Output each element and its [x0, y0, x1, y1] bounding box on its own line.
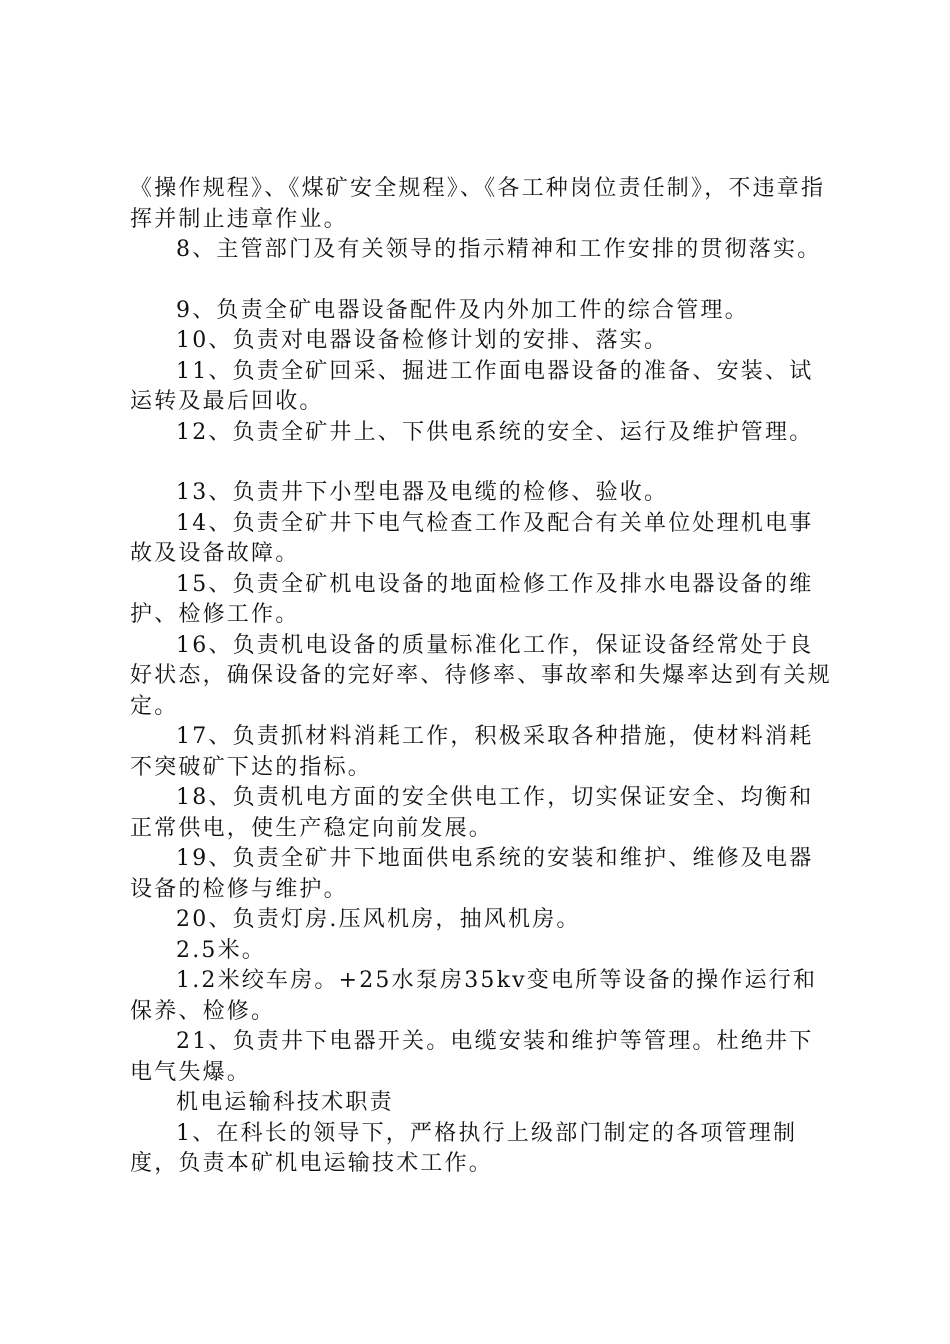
- paragraph-4: 10、负责对电器设备检修计划的安排、落实。: [176, 328, 669, 353]
- paragraph-16: 1.2米绞车房。+25水泵房35kv变电所等设备的操作运行和保养、检修。: [130, 968, 818, 1024]
- paragraph-12: 18、负责机电方面的安全供电工作，切实保证安全、均衡和正常供电，使生产稳定向前发展。: [130, 785, 814, 841]
- paragraph-17: 21、负责井下电器开关。电缆安装和维护等管理。杜绝井下电气失爆。: [130, 1029, 814, 1085]
- paragraph-7: 13、负责井下小型电器及电缆的检修、验收。: [176, 480, 669, 505]
- paragraph-10: 16、负责机电设备的质量标准化工作，保证设备经常处于良好状态，确保设备的完好率、待修率、事故率和失爆率达到有关规定。: [130, 632, 832, 719]
- document-body: [130, 174, 835, 1180]
- paragraph-1: 《操作规程》、《煤矿安全规程》、《各工种岗位责任制》，不违章指挥并制止违章作业。: [130, 176, 826, 232]
- paragraph-19: 1、在科长的领导下，严格执行上级部门制定的各项管理制度，负责本矿机电运输技术工作。: [130, 1120, 798, 1176]
- paragraph-8: 14、负责全矿井下电气检查工作及配合有关单位处理机电事故及设备故障。: [130, 510, 814, 566]
- paragraph-15: 2.5米。: [176, 937, 266, 963]
- section-heading: 机电运输科技术职责: [176, 1090, 394, 1115]
- paragraph-13: 19、负责全矿井下地面供电系统的安装和维护、维修及电器设备的检修与维护。: [130, 846, 814, 902]
- paragraph-14: 20、负责灯房.压风机房，抽风机房。: [176, 907, 581, 932]
- paragraph-11: 17、负责抓材料消耗工作，积极采取各种措施，使材料消耗不突破矿下达的指标。: [130, 724, 814, 780]
- paragraph-2: 8、主管部门及有关领导的指示精神和工作安排的贯彻落实。: [176, 237, 822, 262]
- paragraph-5: 11、负责全矿回采、掘进工作面电器设备的准备、安装、试运转及最后回收。: [130, 358, 814, 414]
- paragraph-6: 12、负责全矿井上、下供电系统的安全、运行及维护管理。: [176, 419, 814, 445]
- paragraph-9: 15、负责全矿机电设备的地面检修工作及排水电器设备的维护、检修工作。: [130, 571, 814, 627]
- paragraph-3: 9、负责全矿电器设备配件及内外加工件的综合管理。: [176, 297, 749, 323]
